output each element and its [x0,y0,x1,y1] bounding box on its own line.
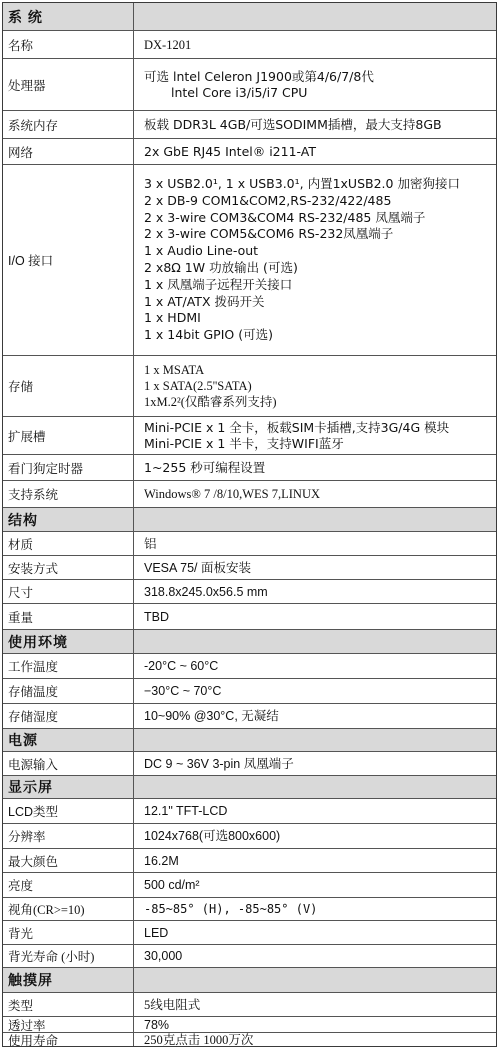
spec-row [3,920,496,944]
spec-label: 名称 [3,31,134,58]
spec-row [3,30,496,58]
spec-row [3,555,496,579]
section-title: 系 统 [3,3,134,30]
spec-label: 亮度 [3,873,134,897]
spec-label: 系统内存 [3,111,134,138]
spec-row [3,531,496,555]
spec-value [134,481,496,507]
spec-row [3,454,496,480]
spec-table [2,2,497,1047]
spec-value-line: LED [144,925,169,940]
spec-value [134,508,496,531]
spec-value [134,945,496,967]
spec-value [134,752,496,775]
spec-value-line: DX-1201 [144,37,192,52]
spec-row [3,653,496,678]
section-header-row [3,507,496,531]
spec-value-line: 2 x8Ω 1W 功放输出 (可选) [144,260,298,275]
spec-row [3,992,496,1016]
spec-value-line: 可选 lntel Celeron J1900或第4/6/7/8代 [144,68,374,84]
spec-label: 安装方式 [3,556,134,579]
spec-label: 重量 [3,604,134,629]
spec-label: 尺寸 [3,580,134,603]
spec-label: 电源输入 [3,752,134,775]
spec-value [134,993,496,1016]
spec-row [3,798,496,823]
spec-value [134,729,496,751]
spec-value [134,165,496,355]
spec-row [3,678,496,703]
section-title: 显示屏 [3,776,134,798]
spec-row [3,703,496,728]
spec-value [134,455,496,480]
spec-row [3,1032,496,1046]
spec-value [134,898,496,920]
spec-value-line: 2 x DB-9 COM1&COM2,RS-232/422/485 [144,192,392,208]
spec-value [134,1033,496,1046]
spec-value-line: 1 x SATA(2.5''SATA) [144,379,252,393]
spec-value-line: Mini-PCIE x 1 半卡，支持WIFI蓝牙 [144,435,344,451]
spec-value-line: 1 x Audio Line-out [144,243,259,259]
spec-value-line: 2 x 3-wire COM5&COM6 RS-232凤凰端子 [144,226,394,242]
spec-value [134,580,496,603]
spec-value-line: 500 cd/m² [144,878,200,892]
spec-value [134,921,496,944]
spec-row [3,603,496,629]
spec-value-line: -85~85° (H), -85~85° (V) [144,902,318,916]
spec-value-line: 板载 DDR3L 4GB/可选SODIMM插槽，最大支持8GB [144,116,442,132]
spec-value [134,532,496,555]
spec-label: LCD类型 [3,799,134,823]
spec-value-line: 1024x768(可选800x600) [144,829,281,843]
spec-value-line: VESA 75/ 面板安装 [144,560,251,575]
spec-label: 存储 [3,356,134,416]
spec-row [3,164,496,355]
spec-row [3,944,496,967]
section-header-row [3,3,496,30]
spec-label: 使用寿命 [3,1033,134,1046]
spec-value [134,849,496,872]
spec-label: 支持系统 [3,481,134,507]
section-header-row [3,728,496,751]
spec-value-line: 16.2M [144,853,179,868]
section-title: 电源 [3,729,134,751]
section-header-row [3,775,496,798]
spec-label: 工作温度 [3,654,134,678]
spec-row [3,480,496,507]
spec-value-line: 1 x HDMI [144,310,201,326]
spec-value-line: 2 x 3-wire COM3&COM4 RS-232/485 凤凰端子 [144,209,426,225]
spec-value-line: 5线电阻式 [144,997,201,1012]
spec-value-line: Mini-PCIE x 1 全卡，板载SIM卡插槽,支持3G/4G 模块 [144,419,450,435]
spec-row [3,138,496,164]
spec-value-line: 1~255 秒可编程设置 [144,459,266,475]
spec-value-line: TBD [144,609,169,624]
spec-value-line: Windows® 7 /8/10,WES 7,LINUX [144,487,320,501]
spec-value-line: 1 x AT/ATX 拨码开关 [144,293,265,309]
spec-row [3,823,496,848]
spec-row [3,872,496,897]
spec-label: 最大颜色 [3,849,134,872]
spec-value-line: 10~90% @30°C, 无凝结 [144,709,279,723]
spec-value-line: 78% [144,1017,170,1032]
spec-value-line: 3 x USB2.0¹, 1 x USB3.0¹, 内置1xUSB2.0 加密狗接口 [144,176,460,192]
spec-value [134,111,496,138]
spec-label: 材质 [3,532,134,555]
spec-row [3,355,496,416]
spec-label: 背光寿命 (小时) [3,945,134,967]
spec-value-line: DC 9 ~ 36V 3-pin 凤凰端子 [144,756,294,771]
spec-value [134,824,496,848]
spec-value-line: 1xM.2²(仅酷睿系列支持) [144,395,277,409]
spec-value [134,776,496,798]
spec-value-line: 1 x 14bit GPIO (可选) [144,327,273,343]
spec-value [134,1017,496,1032]
spec-row [3,897,496,920]
spec-label: 扩展槽 [3,417,134,454]
spec-value [134,59,496,110]
spec-value-line: 2x GbE RJ45 Intel® i211-AT [144,143,316,159]
section-title: 使用环境 [3,630,134,653]
spec-value [134,704,496,728]
spec-value [134,873,496,897]
section-header-row [3,967,496,992]
spec-value-line: 铝 [144,536,157,551]
spec-row [3,416,496,454]
spec-value [134,356,496,416]
spec-row [3,751,496,775]
spec-value-line: lntel Core i3/i5/i7 CPU [171,84,308,100]
section-title: 结构 [3,508,134,531]
spec-row [3,110,496,138]
spec-label: 网络 [3,139,134,164]
spec-label: 透过率 [3,1017,134,1032]
spec-label: I/O 接口 [3,165,134,355]
spec-label: 分辨率 [3,824,134,848]
spec-value [134,654,496,678]
spec-value [134,139,496,164]
spec-label: 视角(CR>=10) [3,898,134,920]
spec-label: 处理器 [3,59,134,110]
spec-label: 存储温度 [3,679,134,703]
spec-value-line: 250克点击 1000万次 [144,1032,254,1047]
spec-value [134,604,496,629]
spec-value-line: 318.8x245.0x56.5 mm [144,584,268,599]
spec-label: 背光 [3,921,134,944]
section-header-row [3,629,496,653]
spec-label: 类型 [3,993,134,1016]
spec-value [134,417,496,454]
spec-value [134,630,496,653]
spec-row [3,58,496,110]
spec-value-line: −30°C ~ 70°C [144,684,222,698]
spec-value-line: -20°C ~ 60°C [144,659,219,673]
spec-value-line: 1 x 凤凰端子远程开关接口 [144,276,293,292]
spec-value-line: 12.1" TFT-LCD [144,804,228,818]
spec-label: 看门狗定时器 [3,455,134,480]
spec-value [134,3,496,30]
spec-value [134,799,496,823]
spec-value [134,556,496,579]
spec-row [3,579,496,603]
spec-value [134,679,496,703]
spec-label: 存储湿度 [3,704,134,728]
spec-value-line: 1 x MSATA [144,363,205,377]
spec-row [3,1016,496,1032]
spec-value-line: 30,000 [144,949,183,963]
section-title: 触摸屏 [3,968,134,992]
spec-value [134,31,496,58]
spec-value [134,968,496,992]
spec-row [3,848,496,872]
